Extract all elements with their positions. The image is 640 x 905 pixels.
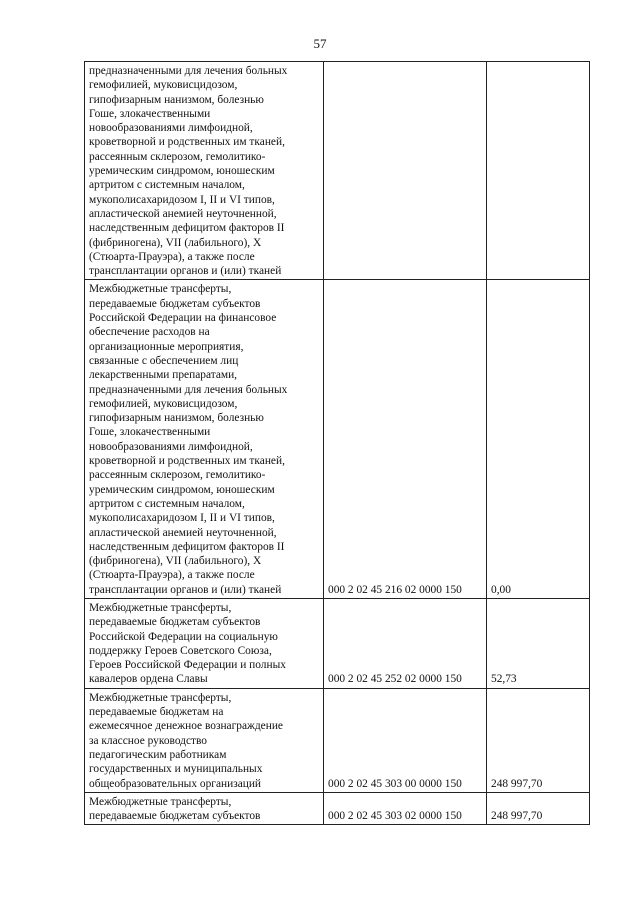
row-amount: 52,73 xyxy=(491,673,517,686)
page-number: 57 xyxy=(313,36,327,51)
row-code-cell xyxy=(324,792,487,825)
row-name-cell xyxy=(85,598,324,688)
row-name-cell xyxy=(85,688,324,792)
row-code-cell xyxy=(324,280,487,599)
row-code-cell xyxy=(324,598,487,688)
row-amount: 0,00 xyxy=(491,583,511,596)
row-name: Межбюджетные трансферты, передаваемые бюджетам субъектов xyxy=(89,795,261,823)
row-amount-cell xyxy=(487,792,590,825)
row-name-cell xyxy=(85,792,324,825)
row-name: Межбюджетные трансферты, передаваемые бюджетам на ежемесячное денежное вознаграждение за классное руководство педагогическим работникам государственных и муниципальных общеобразовательных организаций xyxy=(89,691,283,790)
row-code: 000 2 02 45 303 02 0000 150 xyxy=(328,810,462,823)
row-amount-cell xyxy=(487,598,590,688)
table-row xyxy=(85,598,590,688)
table-row xyxy=(85,792,590,825)
row-name: предназначенными для лечения больных гемофилией, муковисцидозом, гипофизарным нанизмом, болезнью Гоше, злокачественными новообразованиями лимфоидной, кроветворной и родственных им тканей, рассеянным склерозом, гемолитико- уремическим синдромом, юношеским артритом с системным началом, мукополисахаридозом I, II и VI типов, апластической анемией неуточненной, наследственным дефицитом факторов II (фибриногена), VII (лабильного), X (Стюарта-Прауэра), а также после трансплантации органов и (или) тканей xyxy=(89,65,288,278)
row-amount-cell xyxy=(487,688,590,792)
row-code: 000 2 02 45 303 00 0000 150 xyxy=(328,777,462,790)
row-amount-cell xyxy=(487,62,590,280)
row-code-cell xyxy=(324,62,487,280)
budget-table xyxy=(84,61,590,825)
table-row xyxy=(85,280,590,599)
table-row xyxy=(85,62,590,280)
table-row xyxy=(85,688,590,792)
row-amount: 248 997,70 xyxy=(491,810,543,823)
row-name-cell xyxy=(85,280,324,599)
row-amount-cell xyxy=(487,280,590,599)
row-code: 000 2 02 45 216 02 0000 150 xyxy=(328,583,462,596)
row-name: Межбюджетные трансферты, передаваемые бюджетам субъектов Российской Федерации на социальную поддержку Героев Советского Союза, Героев Российской Федерации и полных кавалеров ордена Славы xyxy=(89,601,286,686)
row-amount: 248 997,70 xyxy=(491,777,543,790)
row-code: 000 2 02 45 252 02 0000 150 xyxy=(328,673,462,686)
row-name: Межбюджетные трансферты, передаваемые бюджетам субъектов Российской Федерации на финансовое обеспечение расходов на организационные мероприятия, связанные с обеспечением лиц лекарственными препаратами, предназначенными для лечения больных гемофилией, муковисцидозом, гипофизарным нанизмом, болезнью Гоше, злокачественными новообразованиями лимфоидной, кроветворной и родственных им тканей, рассеянным склерозом, гемолитико- уремическим синдромом, юношеским артритом с системным началом, мукополисахаридозом I, II и VI типов, апластической анемией неуточненной, наследственным дефицитом факторов II (фибриногена), VII (лабильного), X (Стюарта-Прауэра), а также после трансплантации органов и (или) тканей xyxy=(89,283,288,596)
row-name-cell xyxy=(85,62,324,280)
row-code-cell xyxy=(324,688,487,792)
